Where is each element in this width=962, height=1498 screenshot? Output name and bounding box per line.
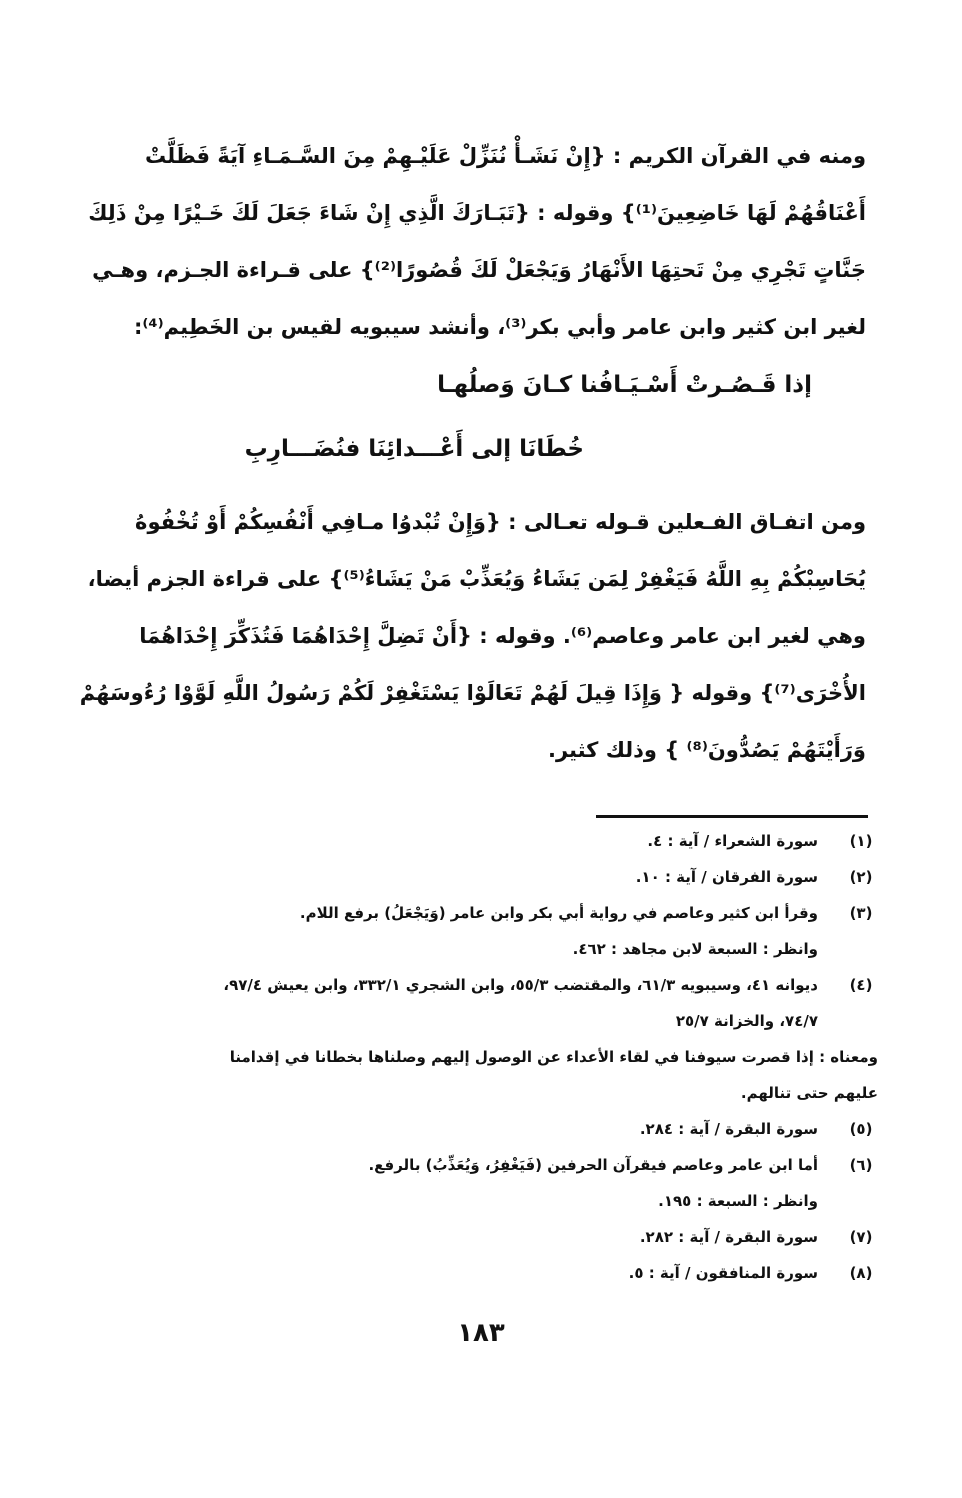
- footnote-text: سورة البقرة / آية : ٢٨٤.: [639, 1120, 818, 1138]
- footnote-text: سورة الفرقان / آية : ١٠.: [635, 868, 818, 886]
- footnote-text: سورة الشعراء / آية : ٤.: [647, 832, 818, 850]
- footnote-3: [130, 895, 878, 931]
- footnote-4-explanation-continued: [130, 1075, 878, 1111]
- footnote-number: (٤): [849, 976, 873, 994]
- footnote-number: (٨): [849, 1264, 873, 1282]
- footnote-3-continued: [130, 931, 878, 967]
- footnote-6: [130, 1147, 878, 1183]
- text-line: الأُخْرَى⁽⁷⁾} وقوله { وَإِذَا قِيلَ لَهُمْ تَعَالَوْا يَسْتَغْفِرْ لَكُمْ رَسُولُ اللَّهِ لَوَّوْا رُءُوسَهُمْ: [79, 681, 866, 705]
- footnote-number: (١): [849, 832, 873, 850]
- footnote-5: [130, 1111, 878, 1147]
- footnote-2: [130, 859, 878, 895]
- footnote-number: (٧): [849, 1228, 873, 1246]
- footnote-text: وقرأ ابن كثير وعاصم في رواية أبي بكر وابن عامر (وَيَجْعَلُ) برفع اللام.: [299, 904, 818, 922]
- footnote-4-explanation: [130, 1039, 878, 1075]
- text-line: أَعْنَاقُهُمْ لَهَا خَاضِعِينَ⁽¹⁾} وقوله : {تَبَـارَكَ الَّذِي إِنْ شَاءَ جَعَلَ لَكَ خَـيْرًا مِنْ ذَلِكَ: [88, 201, 866, 225]
- footnote-text: سورة المنافقون / آية : ٥.: [628, 1264, 818, 1282]
- page-number: ١٨٣: [457, 1318, 505, 1348]
- footnote-number: (٦): [849, 1156, 873, 1174]
- footnote-text: ديوانه ٤١، وسيبويه ٦١/٣، والمقتضب ٥٥/٣، وابن الشجري ٣٣٢/١، وابن يعيش ٩٧/٤،: [223, 976, 818, 994]
- footnote-text: سورة البقرة / آية : ٢٨٢.: [639, 1228, 818, 1246]
- footnote-4-continued: [130, 1003, 878, 1039]
- footnote-number: (٢): [849, 868, 873, 886]
- footnote-text: عليهم حتى تنالهم.: [740, 1084, 878, 1102]
- footnote-number: (٣): [849, 904, 873, 922]
- footnote-8: [130, 1255, 878, 1291]
- poetry-verse-second-hemistich: خُطَانَا إلى أَعْـــدائِنَا فنُضَـــارِبِ: [244, 436, 584, 462]
- footnotes-section: [130, 823, 878, 1291]
- text-line: جَنَّاتٍ تَجْرِي مِنْ تَحتِهَا الأَنْهَارُ وَيَجْعَلْ لَكَ قُصُورًا⁽²⁾} على قـراءة الجـزم، وهـي: [92, 258, 866, 282]
- main-paragraph-1: [88, 128, 866, 356]
- footnote-text: أما ابن عامر وعاصم فيقرآن الحرفين (فَيَغْفِرُ، وَيُعَذِّبُ) بالرفع.: [368, 1156, 818, 1174]
- footnote-text: وانظر : السبعة لابن مجاهد : ٤٦٢.: [572, 940, 818, 958]
- text-line: يُحَاسِبْكُمْ بِهِ اللَّهُ فَيَغْفِرْ لِمَن يَشَاءُ وَيُعَذِّبْ مَنْ يَشَاءُ⁽⁵⁾} على قراءة الجزم أيضا،: [87, 567, 866, 591]
- footnote-1: [130, 823, 878, 859]
- footnote-number: (٥): [849, 1120, 873, 1138]
- text-line: وَرَأَيْتَهُمْ يَصُدُّونَ⁽⁸⁾ } وذلك كثير.: [548, 738, 866, 762]
- footnote-divider: [596, 815, 868, 818]
- footnote-4: [130, 967, 878, 1003]
- text-line: لغير ابن كثير وابن عامر وأبي بكر⁽³⁾، وأنشد سيبويه لقيس بن الخَطِيم⁽⁴⁾:: [133, 315, 866, 339]
- main-paragraph-2: [79, 494, 866, 779]
- text-line: ومنه في القرآن الكريم : {إِنْ نَشَـأْ نُنَزِّلْ عَلَيْـهِمْ مِنَ السَّـمَـاءِ آيَةً فَظَلَّتْ: [145, 144, 866, 168]
- text-line: ومن اتفـاق الفـعلين قـوله تعـالى : {وَإِنْ تُبْدوُا مـافِي أَنْفُسِكُمْ أَوْ تُخْفُوهُ: [135, 510, 866, 534]
- footnote-text: ٧٤/٧، والخزانة ٢٥/٧: [675, 1012, 818, 1030]
- poetry-verse-first-hemistich: إذا قَـصُـرتْ أَسْـيَـافُنا كـانَ وَصلُهـا: [437, 372, 812, 398]
- text-line: وهي لغير ابن عامر وعاصم⁽⁶⁾. وقوله : {أَنْ تَضِلَّ إِحْدَاهُمَا فَتُذَكِّرَ إِحْدَاهُمَا: [139, 624, 866, 648]
- footnote-text: ومعناه : إذا قصرت سيوفنا في لقاء الأعداء عن الوصول إليهم وصلناها بخطانا في إقدامنا: [229, 1048, 878, 1066]
- footnote-7: [130, 1219, 878, 1255]
- footnote-6-continued: [130, 1183, 878, 1219]
- footnote-text: وانظر : السبعة : ١٩٥.: [658, 1192, 818, 1210]
